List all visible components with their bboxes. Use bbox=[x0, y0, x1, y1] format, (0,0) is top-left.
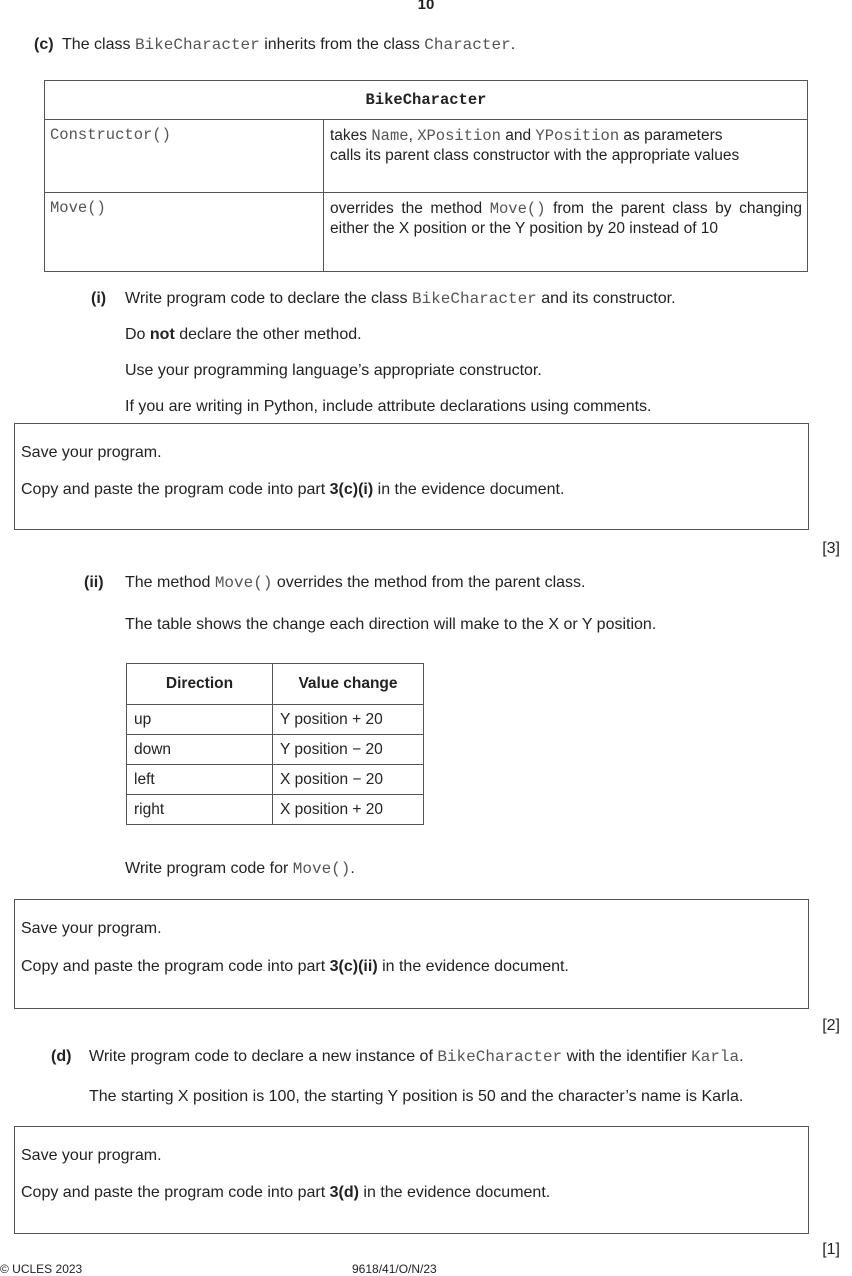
part-ci-label: (i) bbox=[91, 290, 107, 307]
part-reference: 3(c)(i) bbox=[329, 481, 374, 498]
text: in the evidence document. bbox=[373, 481, 565, 498]
part-d-line1 bbox=[89, 1048, 744, 1066]
marks-3: [3] bbox=[822, 540, 840, 557]
text: in the evidence document. bbox=[358, 1184, 551, 1201]
text: with the identifier bbox=[562, 1048, 692, 1065]
box-line2 bbox=[21, 958, 569, 976]
desc-text: overrides the method bbox=[330, 200, 490, 217]
page-number: 10 bbox=[417, 0, 435, 13]
desc-text: calls its parent class constructor with the appropriate values bbox=[330, 147, 740, 165]
text: Write program code to declare a new instance of bbox=[89, 1048, 438, 1065]
method-description bbox=[324, 120, 808, 193]
value-change-cell: X position + 20 bbox=[273, 795, 424, 825]
part-c-text-end: . bbox=[510, 36, 516, 53]
box-line1: Save your program. bbox=[21, 1147, 162, 1164]
text: Copy and paste the program code into part bbox=[21, 1184, 330, 1201]
text: overrides the method from the parent class. bbox=[272, 574, 586, 591]
desc-text: and bbox=[500, 127, 536, 144]
part-reference: 3(c)(ii) bbox=[329, 958, 378, 975]
emphasis: not bbox=[149, 326, 175, 343]
direction-cell: right bbox=[127, 795, 273, 825]
marks-1: [1] bbox=[822, 1241, 840, 1258]
part-c-label: (c) bbox=[34, 36, 54, 53]
code-text: Move() bbox=[214, 574, 273, 592]
table-row bbox=[127, 735, 424, 765]
text: declare the other method. bbox=[174, 326, 362, 343]
part-c-text-before: The class bbox=[62, 36, 135, 53]
table-row bbox=[127, 795, 424, 825]
footer-copyright: © UCLES 2023 bbox=[0, 1262, 83, 1276]
box-line2 bbox=[21, 481, 564, 499]
header-value-change: Value change bbox=[273, 664, 424, 705]
code-text: Karla bbox=[691, 1048, 740, 1066]
text: The method bbox=[125, 574, 215, 591]
method-name: Constructor() bbox=[45, 120, 324, 193]
part-cii-line1 bbox=[125, 574, 585, 592]
direction-table bbox=[126, 663, 424, 825]
value-change-cell: Y position − 20 bbox=[273, 735, 424, 765]
text: . bbox=[350, 860, 355, 877]
text: Copy and paste the program code into part bbox=[21, 958, 330, 975]
code-text: BikeCharacter bbox=[411, 290, 537, 308]
code-text: Move() bbox=[292, 860, 351, 878]
desc-code: Move() bbox=[489, 200, 546, 218]
evidence-box-2 bbox=[14, 899, 809, 1009]
method-description bbox=[324, 193, 808, 272]
evidence-box-3 bbox=[14, 1126, 809, 1234]
part-c-intro bbox=[34, 36, 515, 54]
part-cii-line3 bbox=[125, 860, 355, 878]
desc-text: as parameters bbox=[619, 127, 723, 144]
desc-text: takes bbox=[330, 127, 372, 144]
header-direction: Direction bbox=[127, 664, 273, 705]
value-change-cell: X position − 20 bbox=[273, 765, 424, 795]
evidence-box-1 bbox=[14, 423, 809, 530]
part-ci-line3: Use your programming language’s appropriate constructor. bbox=[125, 362, 542, 379]
code-text: BikeCharacter bbox=[437, 1048, 563, 1066]
desc-code: Name bbox=[371, 127, 409, 145]
text: and its constructor. bbox=[536, 290, 676, 307]
part-c-parent-name: Character bbox=[424, 36, 511, 54]
box-line1: Save your program. bbox=[21, 920, 162, 937]
class-table-header: BikeCharacter bbox=[45, 81, 808, 120]
method-name: Move() bbox=[45, 193, 324, 272]
box-line2 bbox=[21, 1184, 550, 1202]
text: Do bbox=[125, 326, 150, 343]
box-line1: Save your program. bbox=[21, 444, 162, 461]
table-row bbox=[127, 705, 424, 735]
class-table bbox=[44, 80, 808, 272]
text: . bbox=[739, 1048, 744, 1065]
desc-code: XPosition bbox=[417, 127, 501, 145]
part-ci-line2 bbox=[125, 326, 362, 344]
part-c-text-mid: inherits from the class bbox=[259, 36, 425, 53]
class-table-header-row bbox=[45, 81, 808, 120]
part-ci-line1 bbox=[125, 290, 676, 308]
text: Write program code to declare the class bbox=[125, 290, 412, 307]
value-change-cell: Y position + 20 bbox=[273, 705, 424, 735]
text: in the evidence document. bbox=[377, 958, 569, 975]
part-cii-line2: The table shows the change each direction will make to the X or Y position. bbox=[125, 616, 657, 633]
desc-text: from the parent class by changing either the X position or the Y position by 20 instead of 10 bbox=[330, 200, 803, 238]
table-row bbox=[127, 765, 424, 795]
part-reference: 3(d) bbox=[329, 1184, 359, 1201]
text: Copy and paste the program code into part bbox=[21, 481, 330, 498]
part-c-class-name: BikeCharacter bbox=[134, 36, 260, 54]
direction-cell: down bbox=[127, 735, 273, 765]
part-ci-line4: If you are writing in Python, include attribute declarations using comments. bbox=[125, 398, 652, 415]
direction-cell: left bbox=[127, 765, 273, 795]
desc-text: , bbox=[408, 127, 418, 144]
text: Write program code for bbox=[125, 860, 293, 877]
footer-code: 9618/41/O/N/23 bbox=[352, 1262, 437, 1276]
table-row bbox=[45, 193, 808, 272]
direction-table-header bbox=[127, 664, 424, 705]
part-d-label: (d) bbox=[51, 1048, 72, 1065]
direction-cell: up bbox=[127, 705, 273, 735]
part-d-line2: The starting X position is 100, the starting Y position is 50 and the character’s name is Karla. bbox=[89, 1088, 744, 1105]
table-row bbox=[45, 120, 808, 193]
part-cii-label: (ii) bbox=[84, 574, 104, 591]
desc-code: YPosition bbox=[535, 127, 620, 145]
marks-2: [2] bbox=[822, 1017, 840, 1034]
